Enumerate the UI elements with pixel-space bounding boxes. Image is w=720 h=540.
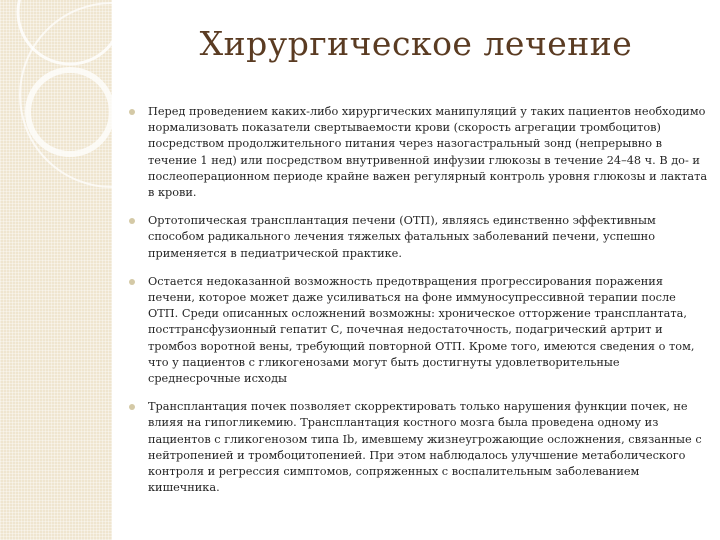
slide-title: Хирургическое лечение (199, 24, 633, 63)
bullet-text: Трансплантация почек позволяет скорректировать только нарушения функции почек, не влияя на гипогликемию. Трансплантация костного мозга была проведена одному из пациентов с гликогенозом типа Ib, имевшему жизнеугрожающие осложнения, связанные с нейтропенией и тромбоцитопенией. При этом наблюдалось улучшение метаболического контроля и регрессия симптомов, сопряженных с воспалительным заболеванием кишечника. (148, 400, 702, 495)
bullet-dot-icon (129, 109, 135, 115)
bullet-text: Ортотопическая трансплантация печени (ОТП), являясь единственно эффективным способом радикального лечения тяжелых фатальных заболеваний печени, успешно применяется в педиатрической практике. (148, 214, 656, 260)
slide-content (112, 0, 720, 540)
decorative-circles (0, 0, 112, 540)
bullet-list (124, 104, 709, 508)
decorative-circle-small (28, 70, 112, 154)
decorative-circle-top (18, 0, 112, 64)
bullet-item-2 (124, 213, 709, 262)
bullet-text: Остается недоказанной возможность предотвращения прогрессирования поражения печени, которое может даже усиливаться на фоне иммуносупрессивной терапии после ОТП. Среди описанных осложнений возможны: хроническое отторжение трансплантата, посттрансфузионный гепатит С, почечная недостаточность, подагрический артрит и тромбоз воротной вены, требующий повторной ОТП. Кроме того, имеются сведения о том, что у пациентов с гликогенозами могут быть достигнуты удовлетворительные среднесрочные исходы (148, 274, 695, 386)
bullet-dot-icon (129, 404, 135, 410)
bullet-item-1 (124, 104, 709, 201)
bullet-item-3 (124, 274, 709, 387)
decorative-side-band (0, 0, 112, 540)
bullet-dot-icon (129, 218, 135, 224)
bullet-dot-icon (129, 279, 135, 285)
bullet-text: Перед проведением каких-либо хирургических манипуляций у таких пациентов необходимо нормализовать показатели свертываемости крови (скорость агрегации тромбоцитов) посредством продолжительного питания через назогастральный зонд (непрерывно в течение 1 нед) или посредством внутривенной инфузии глюкозы в течение 24–48 ч. В до- и послеоперационном периоде крайне важен регулярный контроль уровня глюкозы и лактата в крови. (148, 105, 708, 200)
bullet-item-4 (124, 399, 709, 496)
